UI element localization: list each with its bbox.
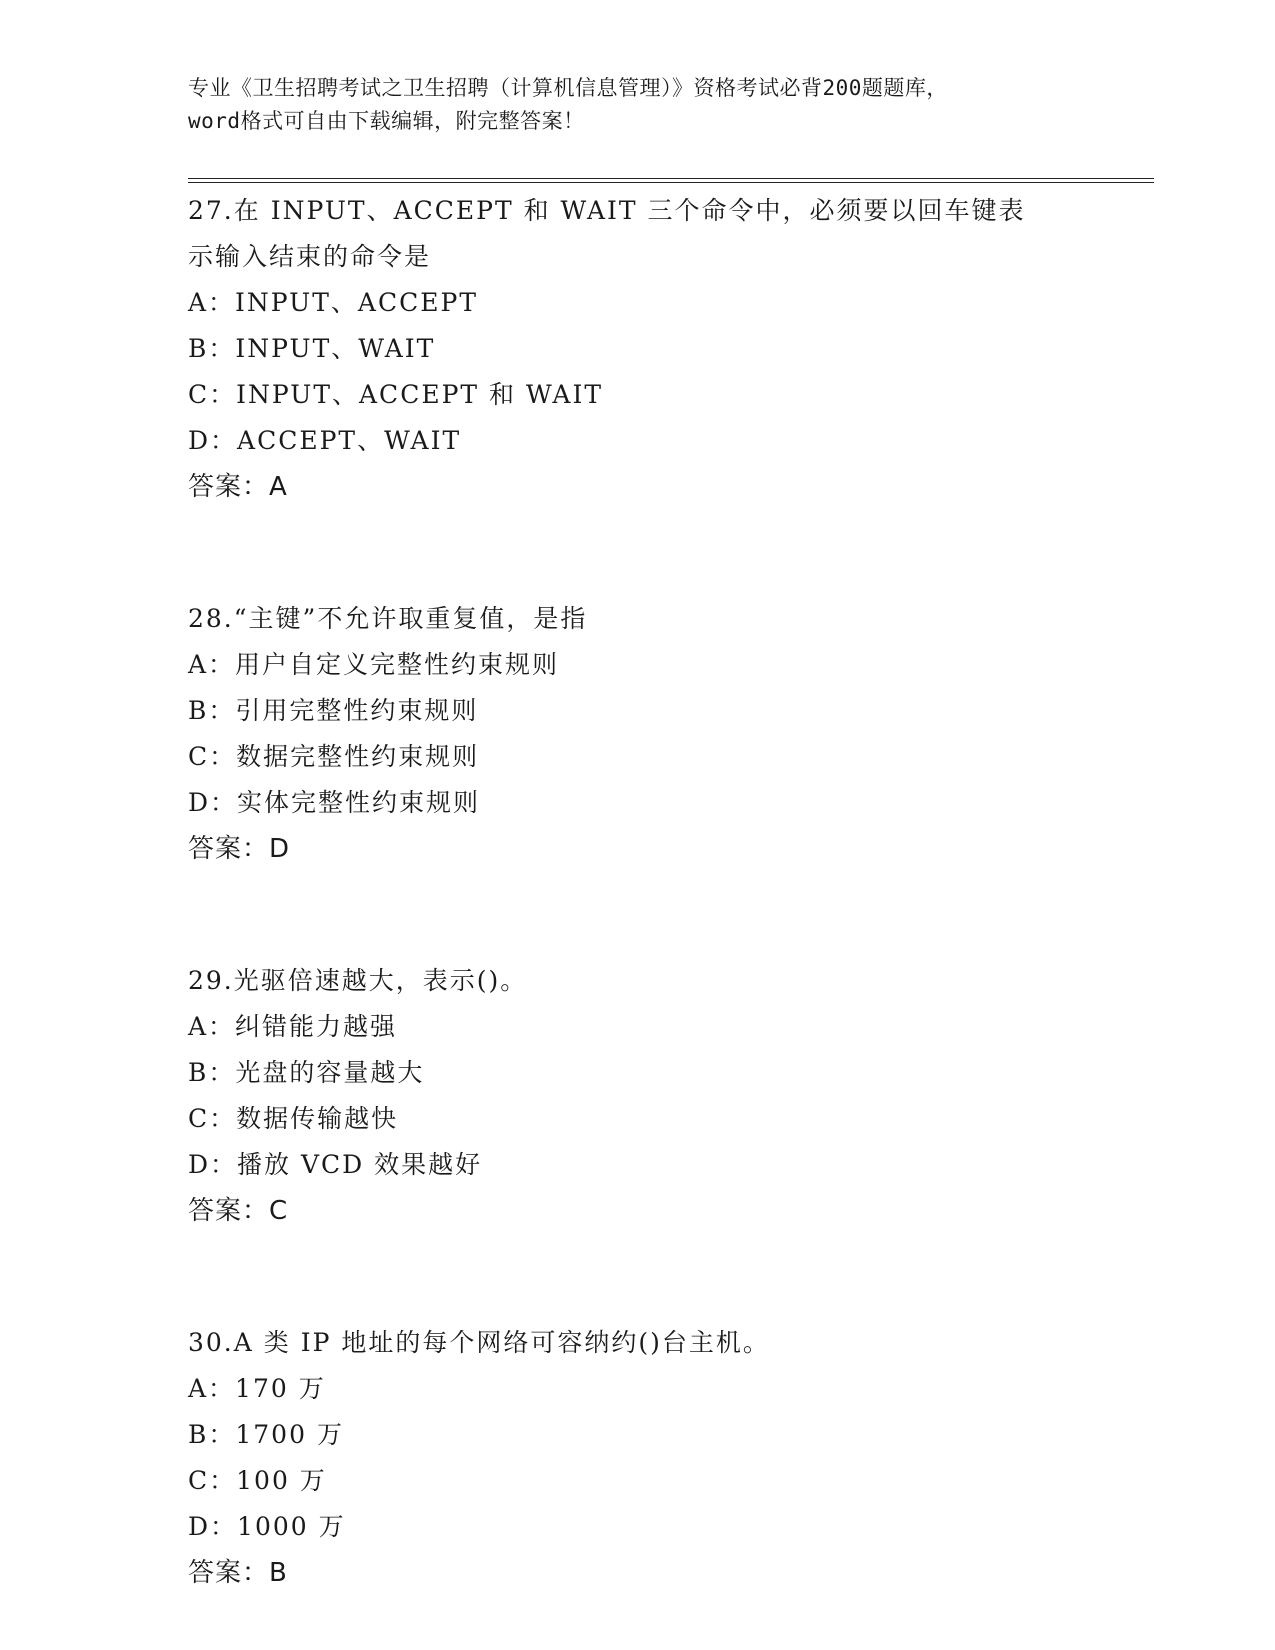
option-a: A：INPUT、ACCEPT (188, 288, 478, 317)
option-b: B：引用完整性约束规则 (188, 696, 479, 725)
answer: 答案：A (188, 472, 288, 502)
option-d: D：1000 万 (188, 1512, 346, 1541)
question-30 (188, 1320, 1088, 1596)
option-c: C：数据完整性约束规则 (188, 742, 480, 771)
option-d: D：ACCEPT、WAIT (188, 426, 462, 455)
header-line-1: 专业《卫生招聘考试之卫生招聘（计算机信息管理）》资格考试必背200题题库， (188, 76, 948, 100)
question-28 (188, 596, 1088, 872)
option-b: B：光盘的容量越大 (188, 1058, 425, 1087)
answer: 答案：D (188, 834, 291, 864)
option-c: C：数据传输越快 (188, 1104, 399, 1133)
question-stem: 27.在 INPUT、ACCEPT 和 WAIT 三个命令中，必须要以回车键表示输入结束的命令是 (188, 196, 1026, 271)
question-stem: 29.光驱倍速越大，表示()。 (188, 966, 528, 995)
answer: 答案：B (188, 1558, 288, 1588)
header-line-2: word格式可自由下载编辑，附完整答案！ (188, 109, 585, 133)
question-27 (188, 188, 1088, 510)
option-b: B：1700 万 (188, 1420, 344, 1449)
option-d: D：播放 VCD 效果越好 (188, 1150, 483, 1179)
option-c: C：100 万 (188, 1466, 327, 1495)
document-header (188, 72, 1088, 138)
question-stem: 30.A 类 IP 地址的每个网络可容纳约()台主机。 (188, 1328, 770, 1357)
question-29 (188, 958, 1088, 1234)
question-spacer (188, 510, 1088, 596)
option-a: A：纠错能力越强 (188, 1012, 398, 1041)
question-spacer (188, 872, 1088, 958)
option-a: A：用户自定义完整性约束规则 (188, 650, 560, 679)
answer: 答案：C (188, 1196, 289, 1226)
header-divider (188, 178, 1154, 183)
option-c: C：INPUT、ACCEPT 和 WAIT (188, 380, 604, 409)
question-stem: 28.“主键”不允许取重复值，是指 (188, 604, 588, 633)
question-list (188, 188, 1088, 1596)
option-d: D：实体完整性约束规则 (188, 788, 481, 817)
option-b: B：INPUT、WAIT (188, 334, 436, 363)
option-a: A：170 万 (188, 1374, 326, 1403)
question-spacer (188, 1234, 1088, 1320)
